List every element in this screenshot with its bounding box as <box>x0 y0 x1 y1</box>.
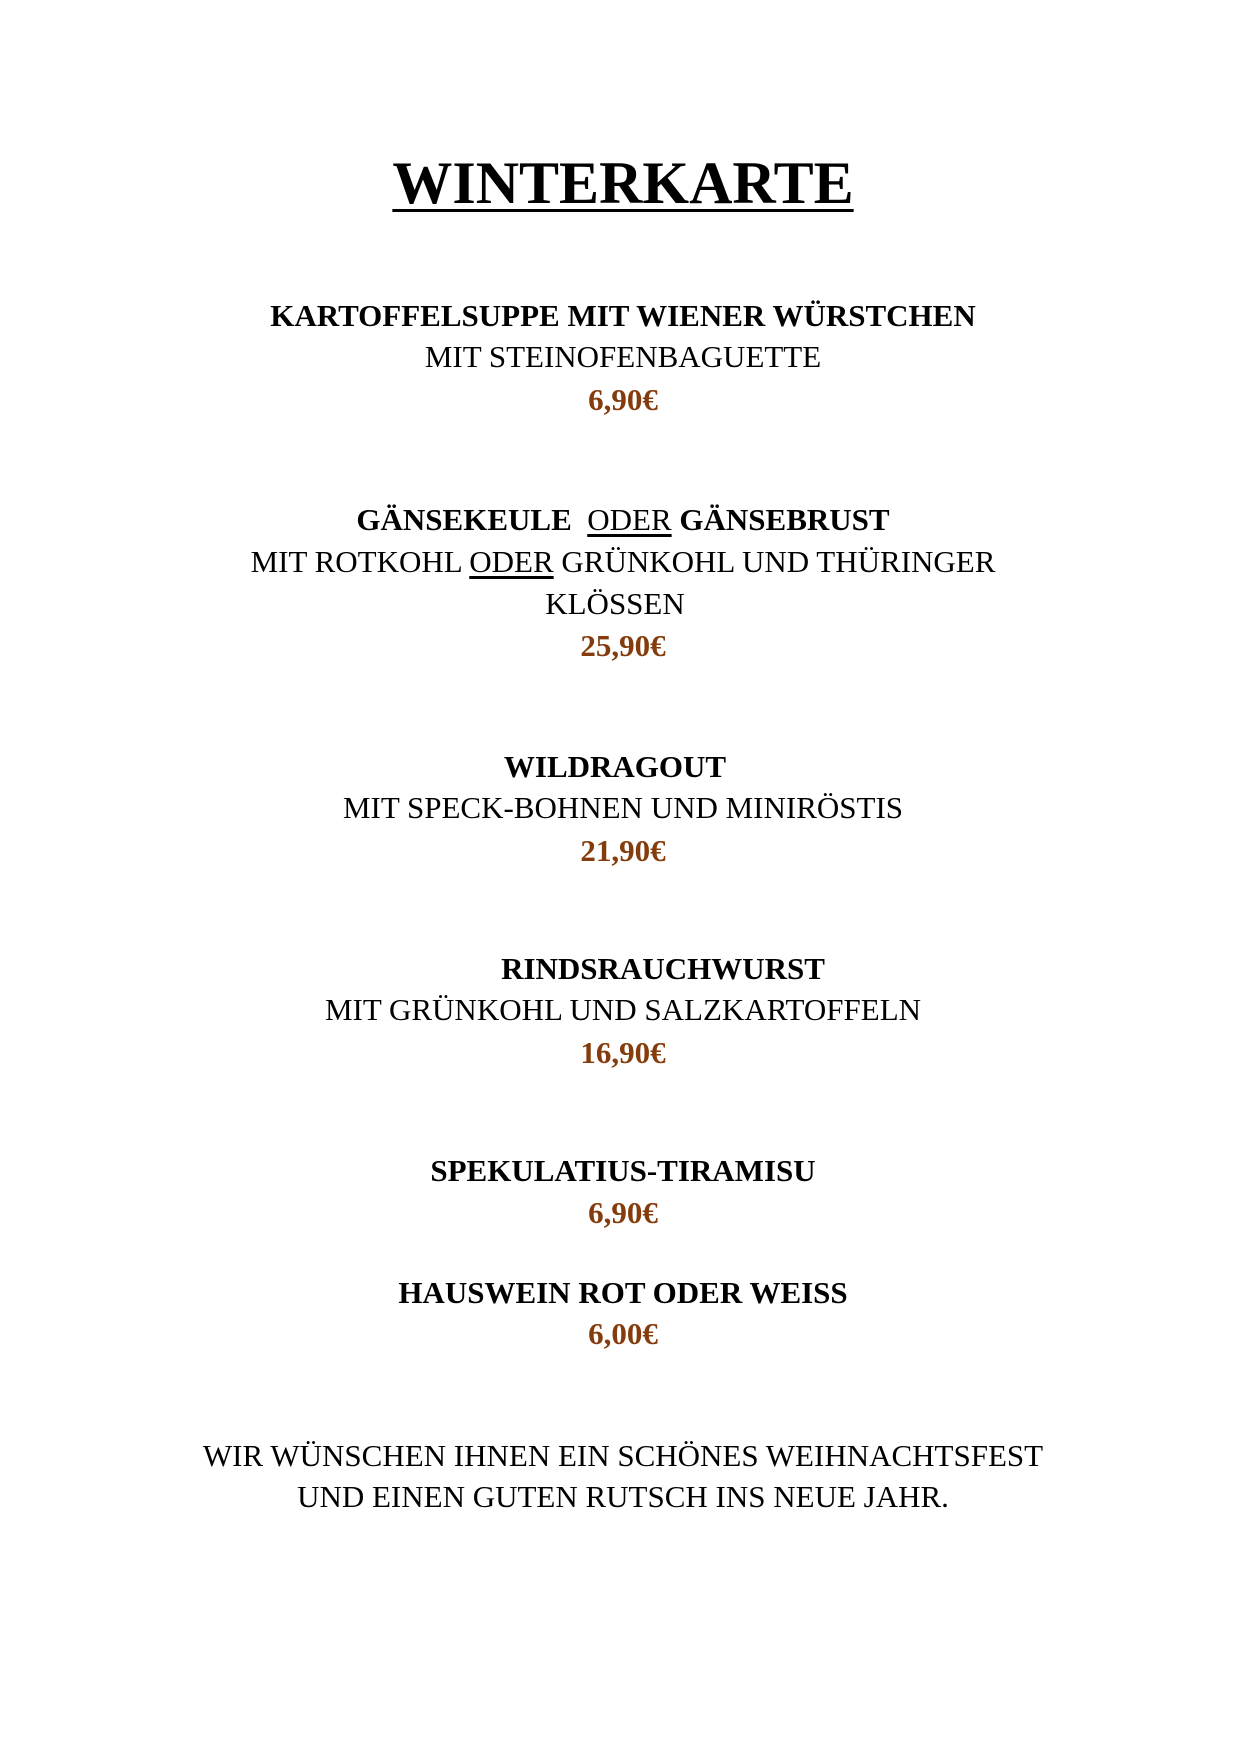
item-description: MIT GRÜNKOHL UND SALZKARTOFFELN <box>324 992 922 1027</box>
item-description-line2: KLÖSSEN <box>545 586 685 621</box>
item-price: 6,00€ <box>588 1316 658 1351</box>
item-description: MIT STEINOFENBAGUETTE <box>424 339 822 374</box>
item-price: 6,90€ <box>588 1195 658 1230</box>
item-description: MIT SPECK-BOHNEN UND MINIRÖSTIS <box>342 790 904 825</box>
desc-a: MIT ROTKOHL <box>250 544 462 579</box>
item-price: 21,90€ <box>580 833 666 868</box>
item-name-or: ODER <box>587 502 672 537</box>
item-price: 25,90€ <box>580 628 666 663</box>
item-name-a: GÄNSEKEULE <box>356 502 572 537</box>
item-name: SPEKULATIUS-TIRAMISU <box>430 1153 816 1188</box>
item-name: HAUSWEIN ROT ODER WEISS <box>398 1275 848 1310</box>
item-name: RINDSRAUCHWURST <box>501 951 825 986</box>
desc-b: GRÜNKOHL UND THÜRINGER <box>561 544 996 579</box>
item-name-b: GÄNSEBRUST <box>679 502 890 537</box>
footer-greeting-line2: UND EINEN GUTEN RUTSCH INS NEUE JAHR. <box>297 1479 949 1514</box>
item-price: 6,90€ <box>588 382 658 417</box>
page-title: WINTERKARTE <box>392 150 854 216</box>
footer-greeting-line1: WIR WÜNSCHEN IHNEN EIN SCHÖNES WEIHNACHTSFEST <box>202 1438 1044 1473</box>
desc-or: ODER <box>469 544 554 579</box>
item-name: WILDRAGOUT <box>503 749 727 784</box>
item-name: KARTOFFELSUPPE MIT WIENER WÜRSTCHEN <box>270 298 976 333</box>
item-description <box>0 541 1240 583</box>
item-name <box>0 499 1240 541</box>
item-price: 16,90€ <box>580 1035 666 1070</box>
